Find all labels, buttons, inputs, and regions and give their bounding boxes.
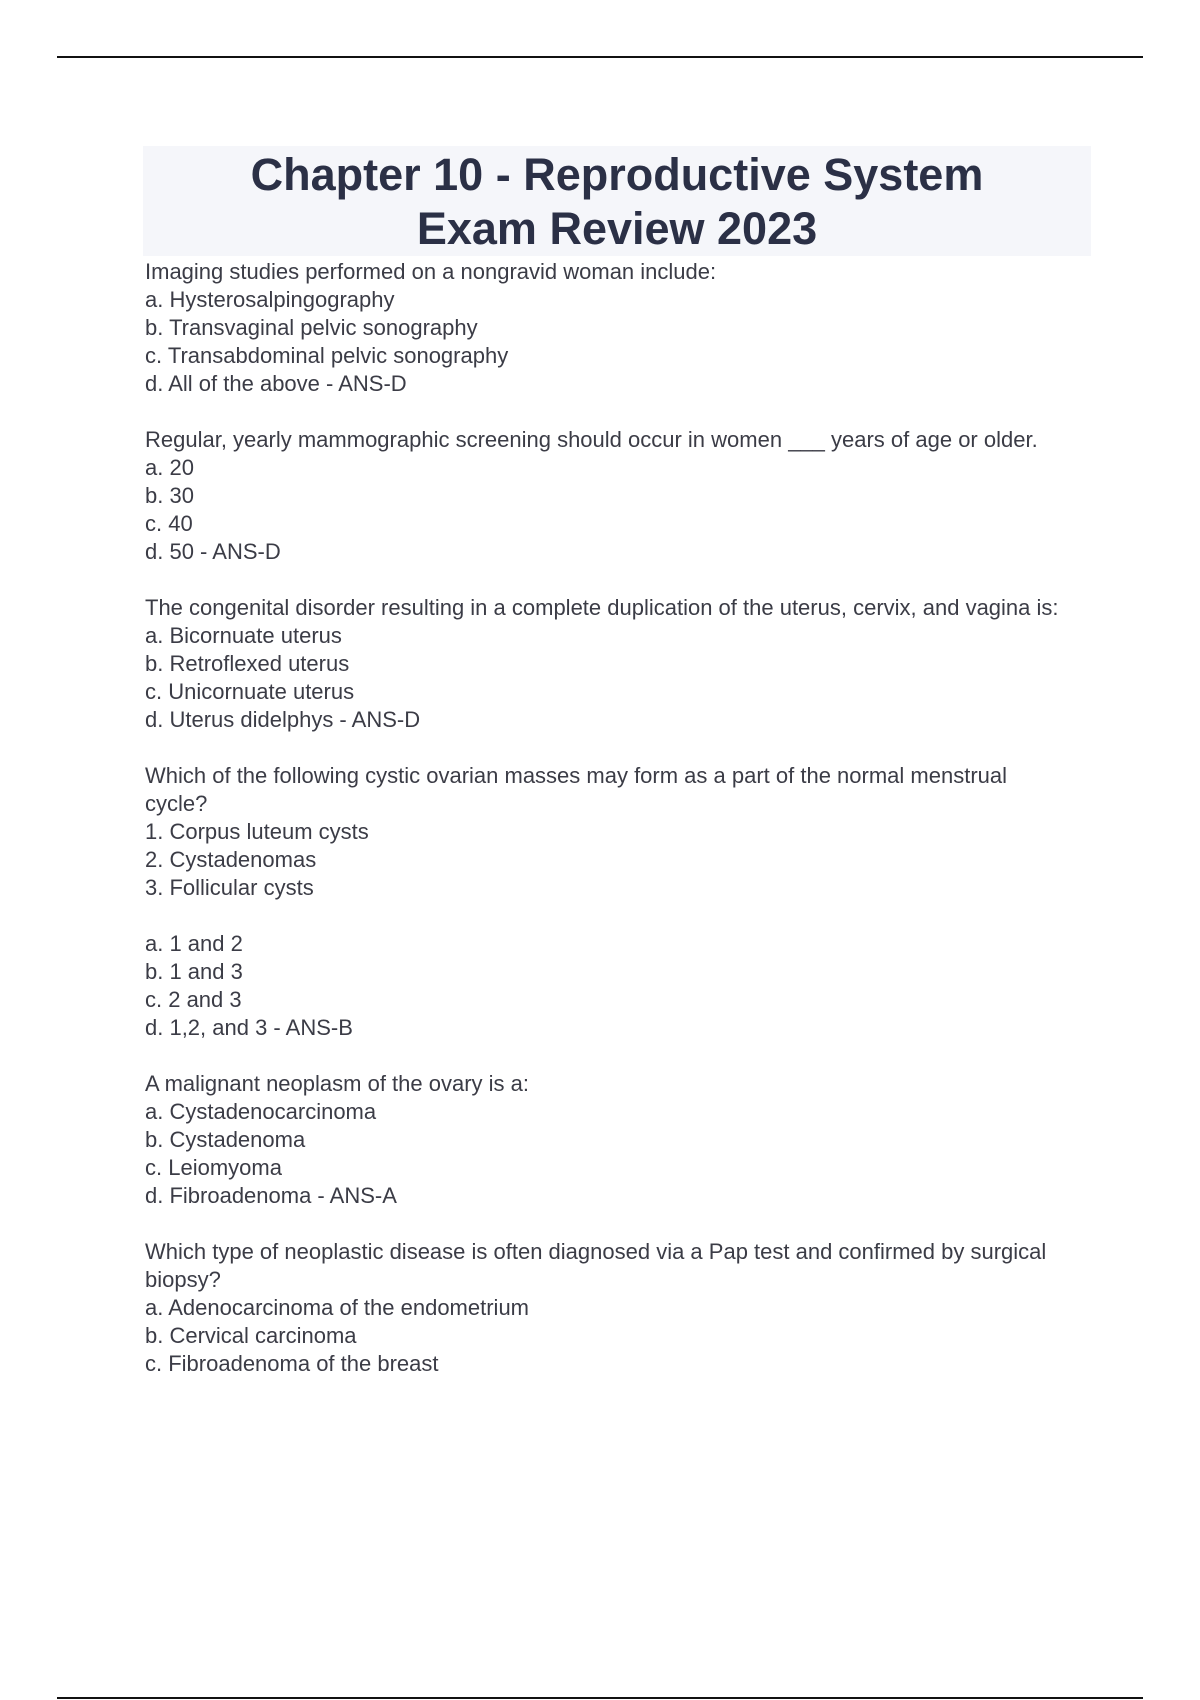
title-line-2: Exam Review 2023 [416, 203, 818, 254]
answer-option: d. 50 - ANS-D [145, 539, 281, 564]
spacer [145, 902, 1085, 930]
statement-item: 1. Corpus luteum cysts [145, 819, 369, 844]
answer-option: d. Fibroadenoma - ANS-A [145, 1183, 397, 1208]
title-line-1: Chapter 10 - Reproductive System [250, 149, 984, 200]
answer-option: d. Uterus didelphys - ANS-D [145, 707, 421, 732]
title-banner [143, 146, 1091, 256]
answer-option: b. 1 and 3 [145, 959, 243, 984]
answer-option: c. Unicornuate uterus [145, 679, 355, 704]
answer-option: a. Bicornuate uterus [145, 623, 342, 648]
answer-option: a. Adenocarcinoma of the endometrium [145, 1295, 530, 1320]
question-text: The congenital disorder resulting in a complete duplication of the uterus, cervix, and vagina is: [145, 595, 1059, 620]
answer-option: a. 20 [145, 455, 194, 480]
answer-option: b. Retroflexed uterus [145, 651, 350, 676]
answer-option: c. Leiomyoma [145, 1155, 282, 1180]
answer-option: b. Cervical carcinoma [145, 1323, 357, 1348]
answer-option: b. 30 [145, 483, 194, 508]
answer-option: b. Cystadenoma [145, 1127, 306, 1152]
statement-item: 2. Cystadenomas [145, 847, 317, 872]
answer-option: c. 2 and 3 [145, 987, 242, 1012]
page-title [143, 146, 1091, 256]
answer-option: c. Fibroadenoma of the breast [145, 1351, 439, 1376]
answer-option: a. Cystadenocarcinoma [145, 1099, 377, 1124]
question-list [145, 258, 1085, 1406]
statement-item: 3. Follicular cysts [145, 875, 314, 900]
answer-option: a. Hysterosalpingography [145, 287, 395, 312]
answer-option: d. All of the above - ANS-D [145, 371, 407, 396]
bottom-rule [57, 1697, 1143, 1699]
question-2 [145, 426, 1085, 566]
question-text: Which of the following cystic ovarian masses may form as a part of the normal menstrual cycle? [145, 763, 1008, 816]
answer-option: c. Transabdominal pelvic sonography [145, 343, 509, 368]
question-1 [145, 258, 1085, 398]
question-4 [145, 762, 1085, 1042]
answer-option: a. 1 and 2 [145, 931, 243, 956]
question-5 [145, 1070, 1085, 1210]
answer-option: c. 40 [145, 511, 193, 536]
question-text: Imaging studies performed on a nongravid woman include: [145, 259, 717, 284]
top-rule [57, 56, 1143, 58]
answer-option: d. 1,2, and 3 - ANS-B [145, 1015, 353, 1040]
question-text: Regular, yearly mammographic screening should occur in women ___ years of age or older. [145, 427, 1038, 452]
question-6 [145, 1238, 1085, 1378]
answer-option: b. Transvaginal pelvic sonography [145, 315, 478, 340]
question-text: Which type of neoplastic disease is often diagnosed via a Pap test and confirmed by surgical biopsy? [145, 1239, 1047, 1292]
question-text: A malignant neoplasm of the ovary is a: [145, 1071, 529, 1096]
question-3 [145, 594, 1085, 734]
